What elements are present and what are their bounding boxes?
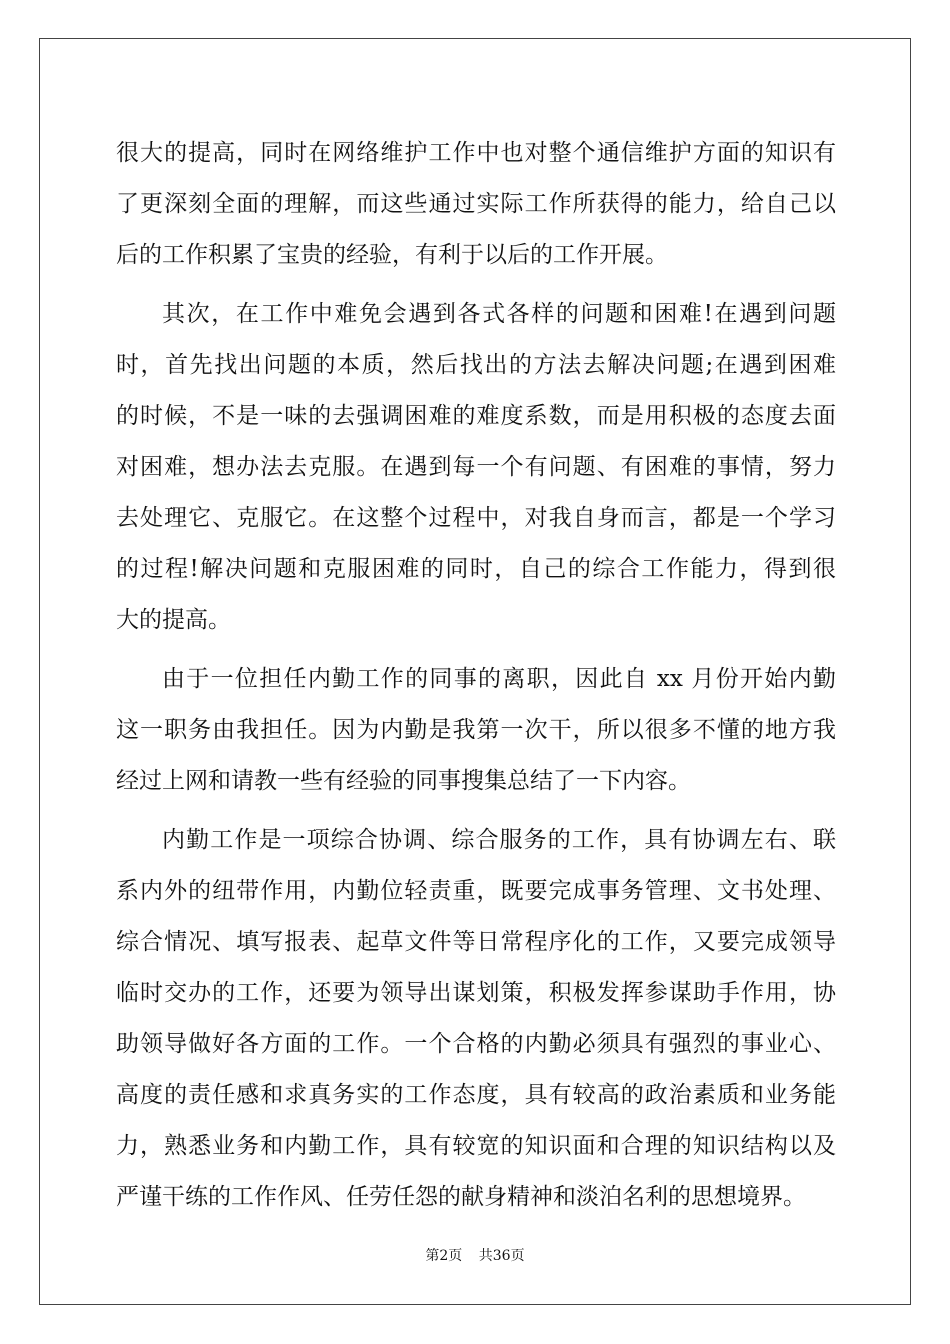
text-line: 了更深刻全面的理解，而这些通过实际工作所获得的能力，给自己以 [116,191,836,217]
text-line: 的过程!解决问题和克服困难的同时，自己的综合工作能力，得到很 [116,556,836,582]
text-line: 这一职务由我担任。因为内勤是我第一次干，所以很多不懂的地方我 [116,717,836,743]
current-page-number: 第2页 [425,1248,463,1264]
paragraph [116,289,836,646]
text-line: 很大的提高，同时在网络维护工作中也对整个通信维护方面的知识有 [116,140,836,166]
text-line: 由于一位担任内勤工作的同事的离职，因此自 xx 月份开始内勤 [162,666,836,692]
text-line: 内勤工作是一项综合协调、综合服务的工作，具有协调左右、联 [162,827,836,853]
text-line: 去处理它、克服它。在这整个过程中，对我自身而言，都是一个学习 [116,505,836,531]
text-line: 综合情况、填写报表、起草文件等日常程序化的工作，又要完成领导 [116,929,836,955]
text-line: 大的提高。 [116,607,231,633]
text-line: 助领导做好各方面的工作。一个合格的内勤必须具有强烈的事业心、 [116,1031,836,1057]
page-footer [0,1245,950,1265]
text-line: 的时候，不是一味的去强调困难的难度系数，而是用积极的态度去面 [116,403,836,429]
total-page-count: 共36页 [478,1248,525,1264]
text-line: 严谨干练的工作作风、任劳任怨的献身精神和淡泊名利的思想境界。 [116,1184,806,1210]
text-line: 其次，在工作中难免会遇到各式各样的问题和困难!在遇到问题 [162,301,836,327]
paragraph [116,128,836,281]
text-line: 时，首先找出问题的本质，然后找出的方法去解决问题;在遇到困难 [116,352,836,378]
text-line: 后的工作积累了宝贵的经验，有利于以后的工作开展。 [116,242,668,268]
text-line: 经过上网和请教一些有经验的同事搜集总结了一下内容。 [116,768,691,794]
text-line: 高度的责任感和求真务实的工作态度，具有较高的政治素质和业务能 [116,1082,836,1108]
text-line: 对困难，想办法去克服。在遇到每一个有问题、有困难的事情，努力 [116,454,836,480]
paragraph [116,815,836,1223]
text-line: 力，熟悉业务和内勤工作，具有较宽的知识面和合理的知识结构以及 [116,1133,836,1159]
text-line: 系内外的纽带作用，内勤位轻责重，既要完成事务管理、文书处理、 [116,878,836,904]
paragraph [116,654,836,807]
text-line: 临时交办的工作，还要为领导出谋划策，积极发挥参谋助手作用，协 [116,980,836,1006]
document-body [116,128,836,1223]
